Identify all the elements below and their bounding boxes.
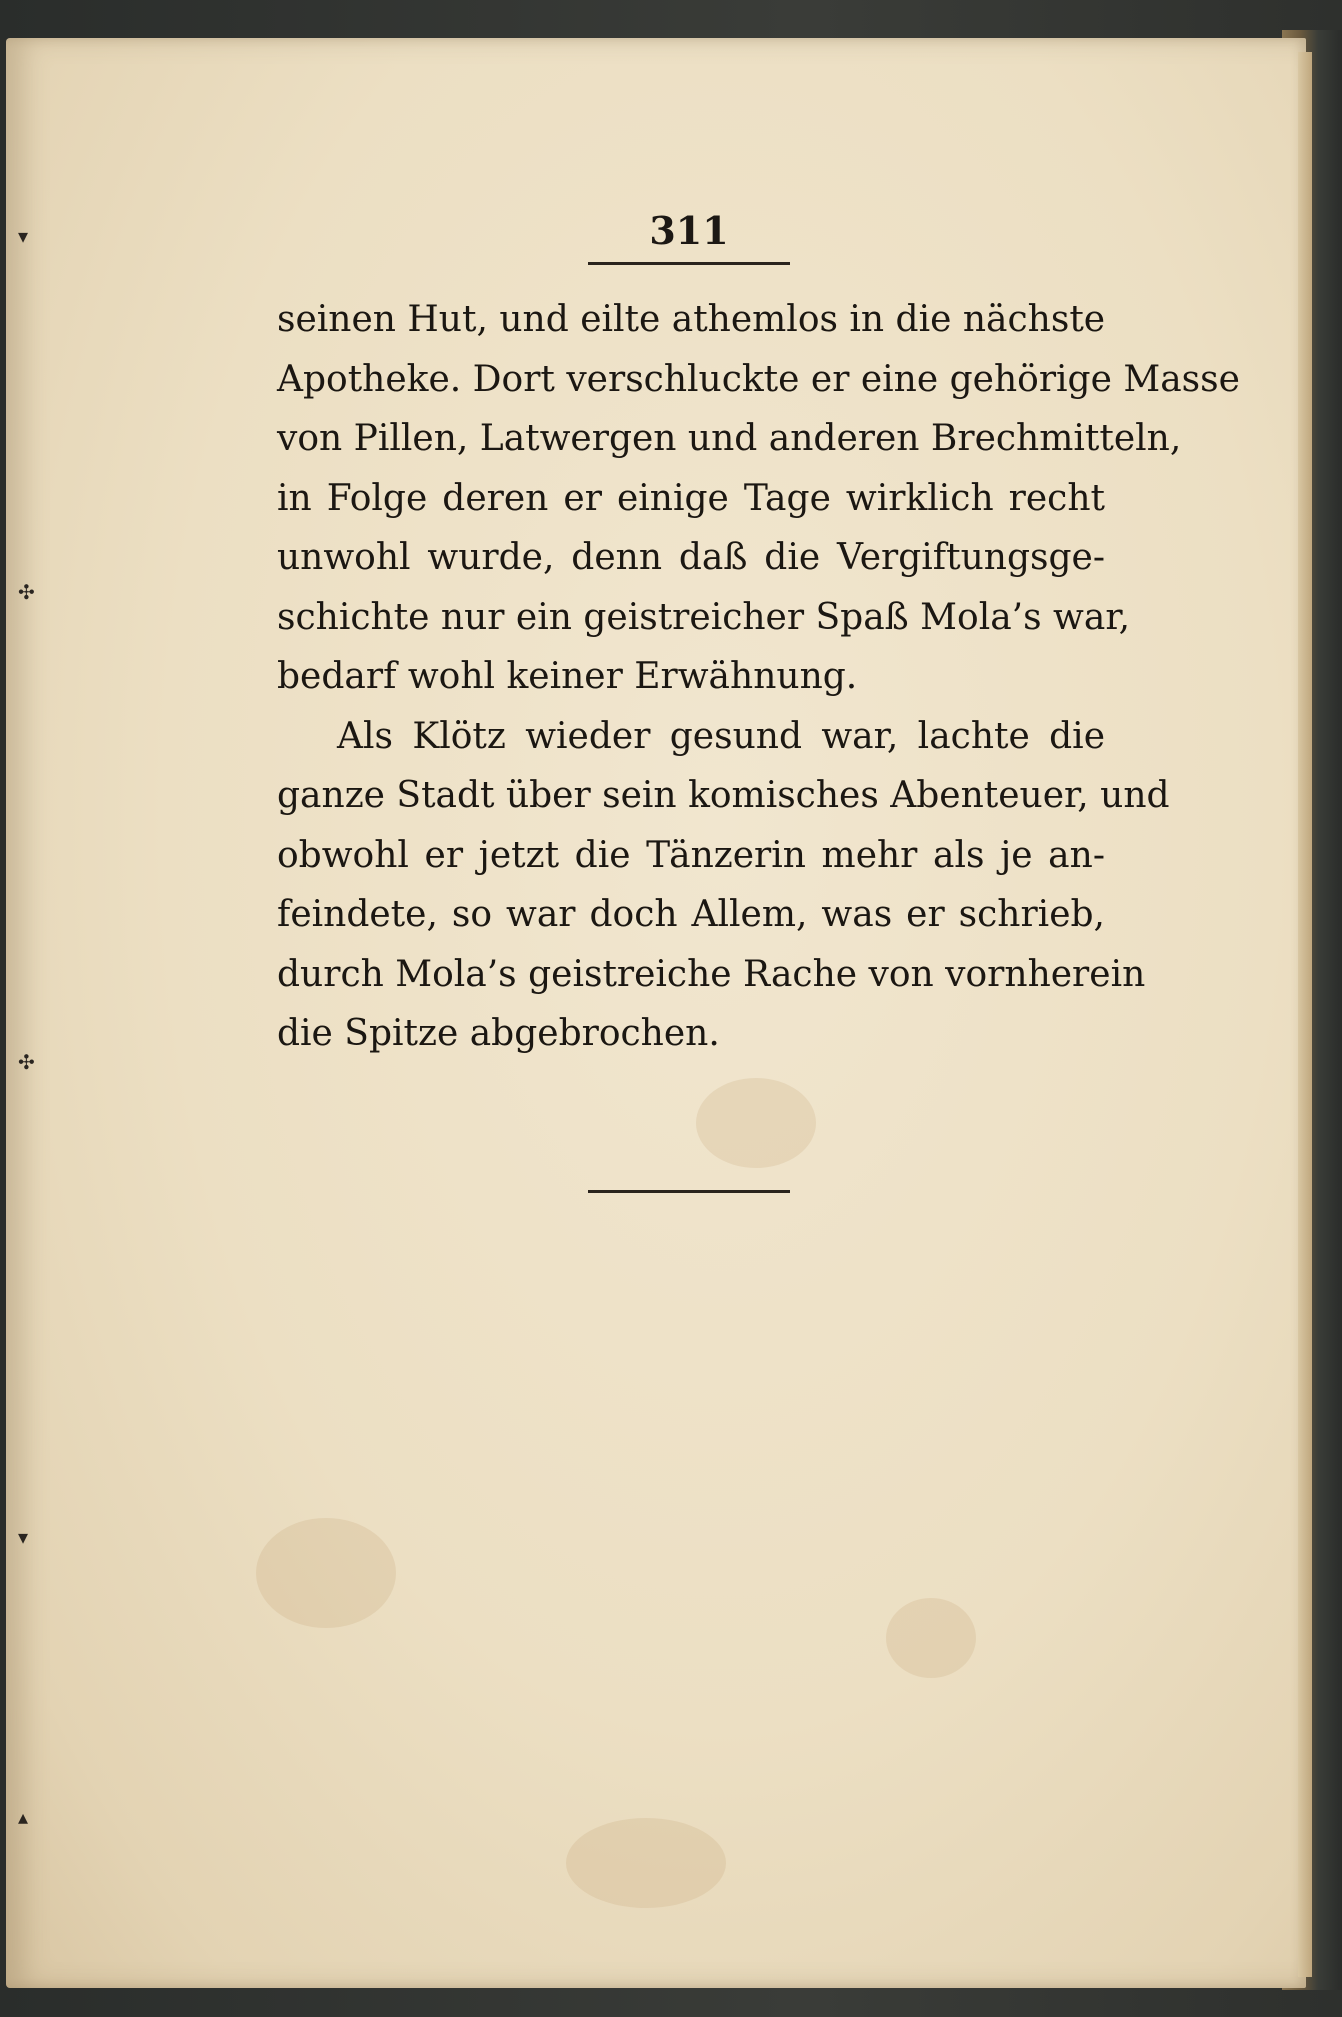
margin-mark: ▴ (18, 1805, 29, 1829)
text-line: Als Klötz wieder gesund war, lachte die (337, 715, 1105, 757)
margin-mark: ✣ (18, 1050, 35, 1074)
text-line: feindete, so war doch Allem, was er schrieb, (277, 894, 1105, 935)
end-rule (588, 1190, 790, 1193)
paragraph (277, 707, 1170, 1064)
margin-mark: ▾ (18, 1525, 29, 1549)
text-line: unwohl wurde, denn daß die Vergiftungsge- (277, 537, 1105, 578)
foxing-spot (256, 1518, 396, 1628)
text-line: von Pillen, Latwergen und anderen Brechmitteln, (277, 418, 1182, 459)
text-line: ganze Stadt über sein komisches Abenteuer, und (277, 775, 1170, 816)
text-line: obwohl er jetzt die Tänzerin mehr als je an- (277, 834, 1105, 876)
text-line: durch Mola’s geistreiche Rache von vornherein (277, 953, 1146, 995)
text-line: Apotheke. Dort verschluckte er eine gehörige Masse (277, 358, 1240, 400)
paragraph (277, 290, 1240, 707)
text-line: schichte nur ein geistreicher Spaß Mola’s war, (277, 596, 1131, 638)
text-line: in Folge deren er einige Tage wirklich recht (277, 477, 1105, 519)
page-number: 311 (649, 208, 729, 253)
margin-mark: ▾ (18, 224, 29, 248)
text-line: seinen Hut, und eilte athemlos in die nächste (277, 299, 1106, 340)
margin-mark: ✣ (18, 580, 35, 604)
foxing-spot (696, 1078, 816, 1168)
foxing-spot (886, 1598, 976, 1678)
header-rule (588, 262, 790, 265)
text-line: die Spitze abgebrochen. (277, 1013, 720, 1054)
foxing-spot (566, 1818, 726, 1908)
body-text (277, 290, 1240, 1064)
text-line: bedarf wohl keiner Erwähnung. (277, 656, 858, 697)
page-edge (1298, 52, 1312, 1977)
